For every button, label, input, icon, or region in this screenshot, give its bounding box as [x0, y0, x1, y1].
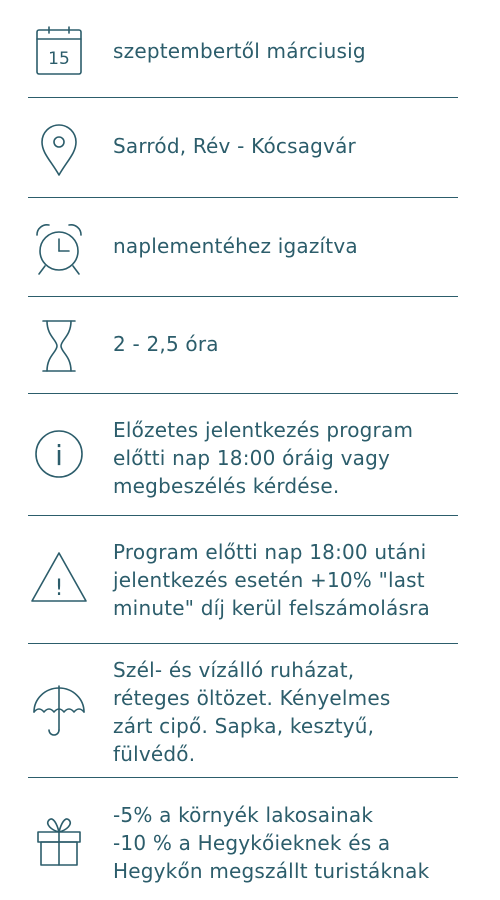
location-text: Sarród, Rév - Kócsagvár: [113, 134, 356, 158]
calendar-icon: [28, 26, 90, 78]
duration-text: 2 - 2,5 óra: [113, 332, 219, 356]
time-text: naplementéhez igazítva: [113, 234, 358, 258]
divider: [28, 97, 458, 98]
divider: [28, 393, 458, 394]
info-icon: [28, 428, 90, 480]
calendar-day: 15: [48, 49, 70, 69]
info-row-duration: [28, 316, 458, 376]
season-text: szeptembertől márciusig: [113, 39, 366, 63]
clothing-text: Szél- és vízálló ruházat, réteges öltözet. Kényelmes zárt cipő. Sapka, kesztyű, fülvédő.: [113, 658, 391, 766]
info-glyph: i: [55, 439, 63, 472]
divider: [28, 296, 458, 297]
info-row-discounts: [28, 800, 458, 886]
gift-icon: [28, 814, 90, 868]
info-row-location: [28, 118, 458, 178]
late-fee-text: Program előtti nap 18:00 utáni jelentkezés esetén +10% "last minute" díj kerül felszámolásra: [113, 540, 430, 620]
info-row-season: [28, 22, 458, 82]
info-row-late-fee: [28, 536, 458, 622]
discounts-text: -5% a környék lakosainak -10 % a Hegykőieknek és a Hegykőn megszállt turistáknak: [113, 803, 430, 883]
location-pin-icon: [28, 123, 90, 177]
info-row-registration: [28, 414, 458, 500]
warning-icon: [28, 550, 90, 604]
divider: [28, 643, 458, 644]
alarm-clock-icon: [28, 221, 90, 277]
divider: [28, 197, 458, 198]
warning-glyph: !: [54, 576, 64, 601]
info-row-time: [28, 218, 458, 278]
umbrella-icon: [28, 684, 90, 738]
hourglass-icon: [28, 318, 90, 374]
info-row-clothing: [28, 656, 458, 768]
divider: [28, 777, 458, 778]
divider: [28, 515, 458, 516]
registration-text: Előzetes jelentkezés program előtti nap 18:00 óráig vagy megbeszélés kérdése.: [113, 418, 414, 498]
